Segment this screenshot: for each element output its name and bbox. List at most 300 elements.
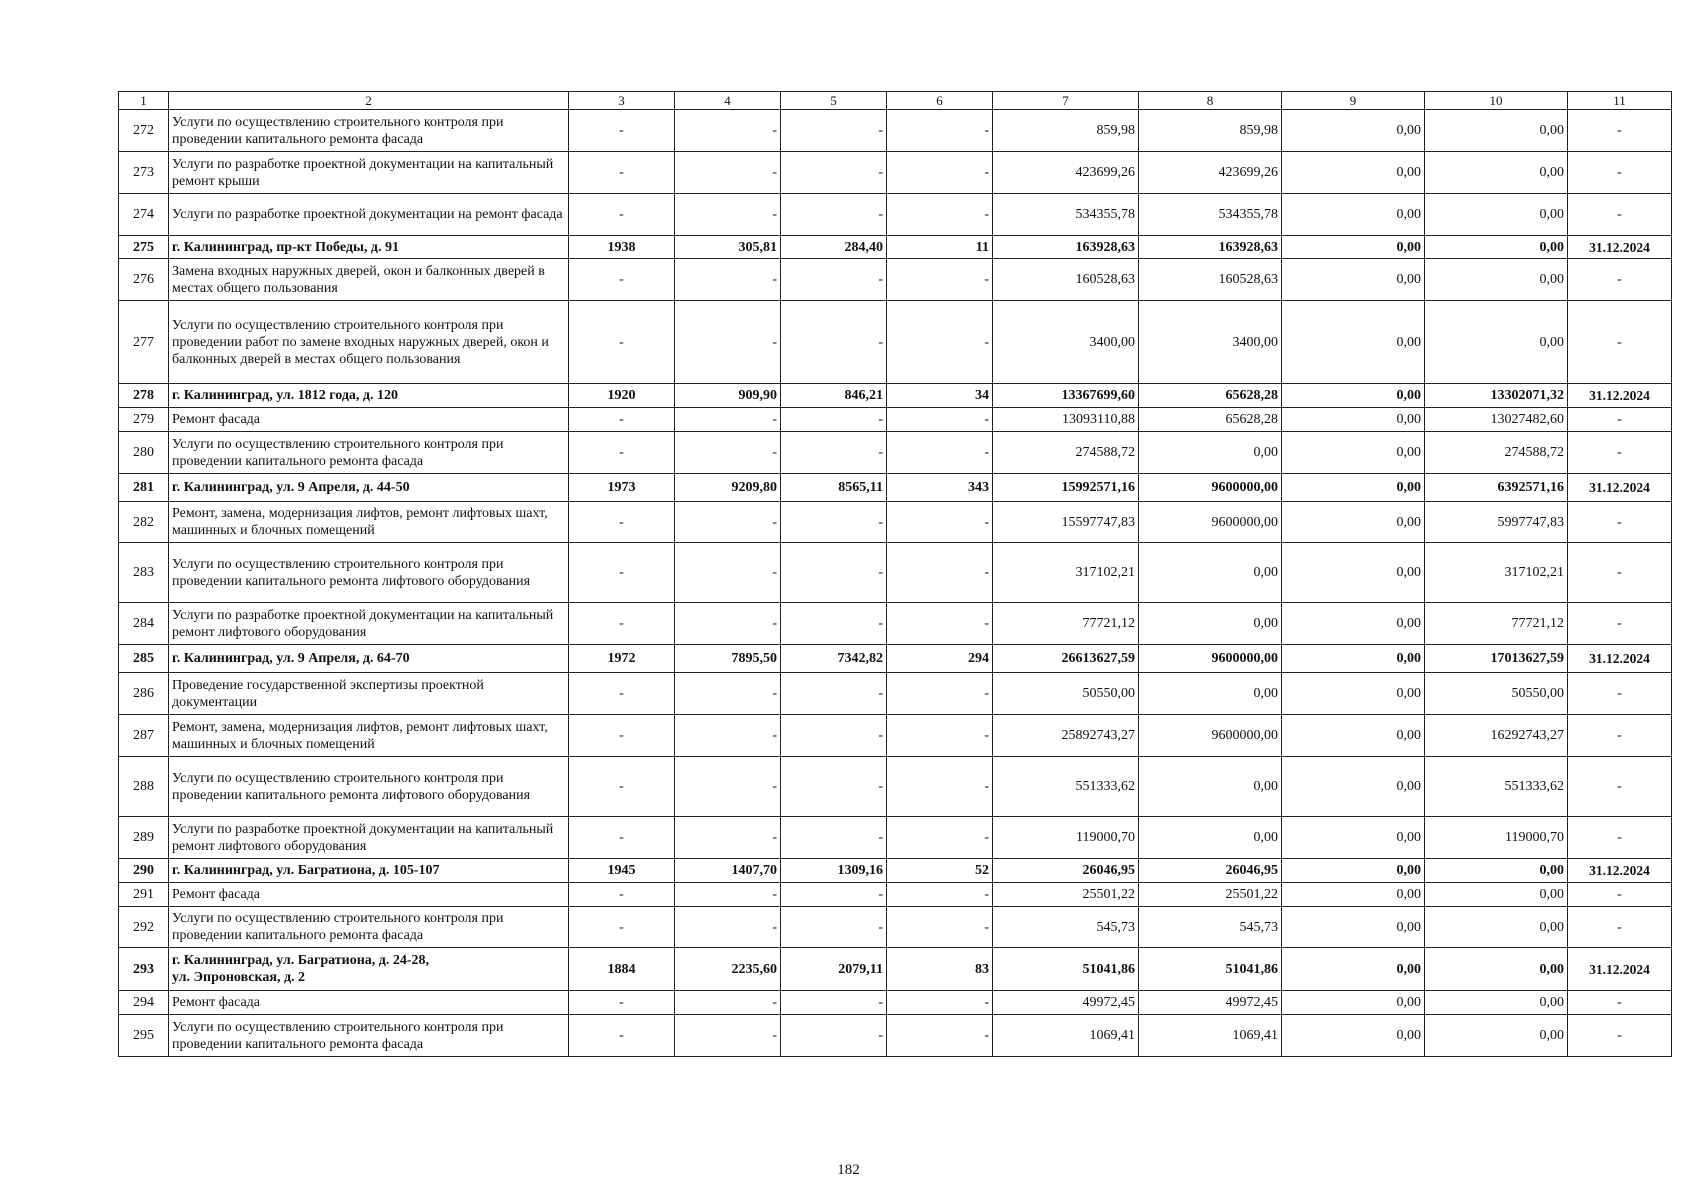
value-cell-9: 0,00 (1282, 715, 1425, 757)
value-cell-7: 423699,26 (993, 152, 1139, 194)
row-number-cell: 294 (119, 991, 169, 1015)
row-number-cell: 288 (119, 757, 169, 817)
value-cell-8: 0,00 (1139, 543, 1282, 603)
value-cell-5: - (781, 603, 887, 645)
value-cell-10: 17013627,59 (1425, 645, 1568, 673)
value-cell-3: 1938 (569, 236, 675, 259)
value-cell-3: - (569, 883, 675, 907)
value-cell-3: - (569, 543, 675, 603)
value-cell-7: 13093110,88 (993, 408, 1139, 432)
value-cell-10: 0,00 (1425, 236, 1568, 259)
value-cell-10: 0,00 (1425, 948, 1568, 991)
value-cell-7: 25892743,27 (993, 715, 1139, 757)
value-cell-9: 0,00 (1282, 907, 1425, 948)
value-cell-10: 16292743,27 (1425, 715, 1568, 757)
value-cell-7: 26613627,59 (993, 645, 1139, 673)
work-item-row (119, 408, 1672, 432)
value-cell-8: 25501,22 (1139, 883, 1282, 907)
value-cell-11: - (1568, 817, 1672, 859)
value-cell-6: - (887, 715, 993, 757)
row-number-cell: 281 (119, 474, 169, 502)
value-cell-9: 0,00 (1282, 432, 1425, 474)
value-cell-3: - (569, 603, 675, 645)
value-cell-7: 25501,22 (993, 883, 1139, 907)
row-number-cell: 293 (119, 948, 169, 991)
description-cell: Услуги по осуществлению строительного контроля при проведении капитального ремонта фасада (169, 907, 569, 948)
value-cell-3: - (569, 1015, 675, 1057)
value-cell-5: - (781, 673, 887, 715)
value-cell-9: 0,00 (1282, 543, 1425, 603)
header-cell-2: 2 (169, 92, 569, 110)
value-cell-10: 0,00 (1425, 883, 1568, 907)
value-cell-3: - (569, 152, 675, 194)
value-cell-9: 0,00 (1282, 883, 1425, 907)
value-cell-11: - (1568, 259, 1672, 301)
value-cell-6: - (887, 110, 993, 152)
value-cell-7: 26046,95 (993, 859, 1139, 883)
value-cell-11: 31.12.2024 (1568, 948, 1672, 991)
value-cell-10: 551333,62 (1425, 757, 1568, 817)
row-number-cell: 289 (119, 817, 169, 859)
value-cell-3: - (569, 259, 675, 301)
value-cell-8: 0,00 (1139, 432, 1282, 474)
value-cell-9: 0,00 (1282, 384, 1425, 408)
header-cell-3: 3 (569, 92, 675, 110)
value-cell-10: 13302071,32 (1425, 384, 1568, 408)
value-cell-7: 51041,86 (993, 948, 1139, 991)
value-cell-9: 0,00 (1282, 301, 1425, 384)
value-cell-8: 545,73 (1139, 907, 1282, 948)
value-cell-10: 0,00 (1425, 1015, 1568, 1057)
work-item-row (119, 502, 1672, 543)
value-cell-3: 1973 (569, 474, 675, 502)
value-cell-11: 31.12.2024 (1568, 474, 1672, 502)
value-cell-7: 15597747,83 (993, 502, 1139, 543)
value-cell-9: 0,00 (1282, 948, 1425, 991)
row-number-cell: 276 (119, 259, 169, 301)
value-cell-8: 859,98 (1139, 110, 1282, 152)
value-cell-5: - (781, 757, 887, 817)
value-cell-7: 160528,63 (993, 259, 1139, 301)
value-cell-6: - (887, 432, 993, 474)
value-cell-3: 1920 (569, 384, 675, 408)
work-item-row (119, 817, 1672, 859)
value-cell-8: 534355,78 (1139, 194, 1282, 236)
value-cell-6: - (887, 502, 993, 543)
value-cell-10: 317102,21 (1425, 543, 1568, 603)
value-cell-10: 0,00 (1425, 301, 1568, 384)
value-cell-11: - (1568, 194, 1672, 236)
value-cell-9: 0,00 (1282, 502, 1425, 543)
description-cell: Услуги по осуществлению строительного контроля при проведении капитального ремонта фасада (169, 432, 569, 474)
value-cell-11: - (1568, 110, 1672, 152)
row-number-cell: 286 (119, 673, 169, 715)
value-cell-7: 163928,63 (993, 236, 1139, 259)
value-cell-9: 0,00 (1282, 152, 1425, 194)
value-cell-8: 160528,63 (1139, 259, 1282, 301)
value-cell-6: 343 (887, 474, 993, 502)
value-cell-7: 77721,12 (993, 603, 1139, 645)
value-cell-5: - (781, 543, 887, 603)
value-cell-11: - (1568, 883, 1672, 907)
description-cell: Проведение государственной экспертизы проектной документации (169, 673, 569, 715)
value-cell-9: 0,00 (1282, 194, 1425, 236)
value-cell-11: - (1568, 152, 1672, 194)
value-cell-4: - (675, 110, 781, 152)
header-cell-8: 8 (1139, 92, 1282, 110)
value-cell-6: 11 (887, 236, 993, 259)
value-cell-7: 13367699,60 (993, 384, 1139, 408)
value-cell-3: - (569, 194, 675, 236)
value-cell-6: - (887, 991, 993, 1015)
description-cell: Ремонт фасада (169, 408, 569, 432)
value-cell-10: 0,00 (1425, 259, 1568, 301)
value-cell-9: 0,00 (1282, 110, 1425, 152)
value-cell-3: - (569, 301, 675, 384)
value-cell-7: 317102,21 (993, 543, 1139, 603)
description-cell: Ремонт, замена, модернизация лифтов, ремонт лифтовых шахт, машинных и блочных помещений (169, 715, 569, 757)
value-cell-11: - (1568, 673, 1672, 715)
value-cell-3: - (569, 110, 675, 152)
address-row (119, 236, 1672, 259)
work-item-row (119, 194, 1672, 236)
work-item-row (119, 259, 1672, 301)
value-cell-7: 859,98 (993, 110, 1139, 152)
value-cell-7: 119000,70 (993, 817, 1139, 859)
value-cell-6: - (887, 817, 993, 859)
value-cell-8: 65628,28 (1139, 384, 1282, 408)
work-item-row (119, 883, 1672, 907)
value-cell-5: - (781, 502, 887, 543)
value-cell-6: - (887, 603, 993, 645)
work-item-row (119, 1015, 1672, 1057)
value-cell-10: 274588,72 (1425, 432, 1568, 474)
value-cell-3: 1972 (569, 645, 675, 673)
value-cell-9: 0,00 (1282, 645, 1425, 673)
value-cell-11: 31.12.2024 (1568, 236, 1672, 259)
value-cell-5: 8565,11 (781, 474, 887, 502)
value-cell-8: 26046,95 (1139, 859, 1282, 883)
value-cell-3: - (569, 502, 675, 543)
value-cell-6: - (887, 152, 993, 194)
value-cell-8: 9600000,00 (1139, 502, 1282, 543)
value-cell-7: 545,73 (993, 907, 1139, 948)
value-cell-5: - (781, 408, 887, 432)
value-cell-11: - (1568, 502, 1672, 543)
address-row (119, 645, 1672, 673)
value-cell-9: 0,00 (1282, 259, 1425, 301)
value-cell-6: 83 (887, 948, 993, 991)
description-cell: Услуги по разработке проектной документации на ремонт фасада (169, 194, 569, 236)
value-cell-8: 1069,41 (1139, 1015, 1282, 1057)
value-cell-3: - (569, 715, 675, 757)
header-cell-1: 1 (119, 92, 169, 110)
value-cell-3: 1884 (569, 948, 675, 991)
row-number-cell: 278 (119, 384, 169, 408)
value-cell-3: - (569, 432, 675, 474)
value-cell-4: - (675, 991, 781, 1015)
header-cell-4: 4 (675, 92, 781, 110)
row-number-cell: 273 (119, 152, 169, 194)
value-cell-7: 551333,62 (993, 757, 1139, 817)
value-cell-3: - (569, 408, 675, 432)
value-cell-7: 1069,41 (993, 1015, 1139, 1057)
value-cell-8: 65628,28 (1139, 408, 1282, 432)
value-cell-11: - (1568, 432, 1672, 474)
value-cell-9: 0,00 (1282, 991, 1425, 1015)
value-cell-5: - (781, 110, 887, 152)
description-cell: Услуги по осуществлению строительного контроля при проведении работ по замене входных наружных дверей, окон и балконных дверей в местах общего пользования (169, 301, 569, 384)
value-cell-10: 50550,00 (1425, 673, 1568, 715)
work-item-row (119, 152, 1672, 194)
row-number-cell: 295 (119, 1015, 169, 1057)
value-cell-5: - (781, 715, 887, 757)
value-cell-3: 1945 (569, 859, 675, 883)
description-cell: Услуги по осуществлению строительного контроля при проведении капитального ремонта лифтового оборудования (169, 543, 569, 603)
column-number-header (119, 92, 1672, 110)
value-cell-5: - (781, 152, 887, 194)
value-cell-10: 0,00 (1425, 907, 1568, 948)
value-cell-9: 0,00 (1282, 408, 1425, 432)
header-cell-10: 10 (1425, 92, 1568, 110)
value-cell-11: - (1568, 991, 1672, 1015)
value-cell-3: - (569, 673, 675, 715)
value-cell-10: 119000,70 (1425, 817, 1568, 859)
value-cell-4: 909,90 (675, 384, 781, 408)
description-cell: Услуги по разработке проектной документации на капитальный ремонт лифтового оборудования (169, 817, 569, 859)
value-cell-6: - (887, 883, 993, 907)
value-cell-4: - (675, 907, 781, 948)
value-cell-4: - (675, 408, 781, 432)
value-cell-8: 0,00 (1139, 673, 1282, 715)
value-cell-8: 9600000,00 (1139, 645, 1282, 673)
value-cell-6: - (887, 408, 993, 432)
header-cell-5: 5 (781, 92, 887, 110)
value-cell-4: - (675, 301, 781, 384)
value-cell-6: 52 (887, 859, 993, 883)
value-cell-11: - (1568, 907, 1672, 948)
description-cell: Услуги по осуществлению строительного контроля при проведении капитального ремонта фасада (169, 1015, 569, 1057)
work-item-row (119, 991, 1672, 1015)
value-cell-5: - (781, 1015, 887, 1057)
value-cell-6: - (887, 673, 993, 715)
description-cell: г. Калининград, ул. Багратиона, д. 105-107 (169, 859, 569, 883)
value-cell-3: - (569, 817, 675, 859)
description-cell: Ремонт фасада (169, 991, 569, 1015)
value-cell-6: - (887, 907, 993, 948)
repair-register-table (118, 91, 1672, 1057)
value-cell-9: 0,00 (1282, 1015, 1425, 1057)
value-cell-8: 9600000,00 (1139, 474, 1282, 502)
value-cell-11: - (1568, 543, 1672, 603)
value-cell-6: 34 (887, 384, 993, 408)
value-cell-9: 0,00 (1282, 673, 1425, 715)
work-item-row (119, 301, 1672, 384)
value-cell-4: - (675, 603, 781, 645)
value-cell-11: - (1568, 603, 1672, 645)
value-cell-4: - (675, 1015, 781, 1057)
row-number-cell: 274 (119, 194, 169, 236)
value-cell-10: 0,00 (1425, 110, 1568, 152)
header-cell-9: 9 (1282, 92, 1425, 110)
value-cell-8: 3400,00 (1139, 301, 1282, 384)
value-cell-6: - (887, 259, 993, 301)
value-cell-8: 0,00 (1139, 757, 1282, 817)
value-cell-9: 0,00 (1282, 859, 1425, 883)
value-cell-5: - (781, 301, 887, 384)
value-cell-4: - (675, 432, 781, 474)
value-cell-7: 534355,78 (993, 194, 1139, 236)
value-cell-4: - (675, 259, 781, 301)
description-cell: Ремонт фасада (169, 883, 569, 907)
value-cell-5: 7342,82 (781, 645, 887, 673)
value-cell-8: 0,00 (1139, 817, 1282, 859)
address-row (119, 948, 1672, 991)
value-cell-5: - (781, 817, 887, 859)
value-cell-5: 846,21 (781, 384, 887, 408)
value-cell-7: 49972,45 (993, 991, 1139, 1015)
row-number-cell: 275 (119, 236, 169, 259)
work-item-row (119, 603, 1672, 645)
description-cell: Услуги по разработке проектной документации на капитальный ремонт крыши (169, 152, 569, 194)
value-cell-11: - (1568, 1015, 1672, 1057)
value-cell-6: 294 (887, 645, 993, 673)
value-cell-5: - (781, 907, 887, 948)
description-cell: г. Калининград, ул. 9 Апреля, д. 44-50 (169, 474, 569, 502)
row-number-cell: 280 (119, 432, 169, 474)
work-item-row (119, 907, 1672, 948)
value-cell-5: 284,40 (781, 236, 887, 259)
row-number-cell: 284 (119, 603, 169, 645)
value-cell-5: - (781, 259, 887, 301)
description-cell: Замена входных наружных дверей, окон и балконных дверей в местах общего пользования (169, 259, 569, 301)
value-cell-8: 423699,26 (1139, 152, 1282, 194)
value-cell-4: 305,81 (675, 236, 781, 259)
work-item-row (119, 432, 1672, 474)
value-cell-4: 2235,60 (675, 948, 781, 991)
value-cell-5: - (781, 883, 887, 907)
description-cell: г. Калининград, пр-кт Победы, д. 91 (169, 236, 569, 259)
row-number-cell: 292 (119, 907, 169, 948)
row-number-cell: 277 (119, 301, 169, 384)
description-cell: г. Калининград, ул. 1812 года, д. 120 (169, 384, 569, 408)
value-cell-4: 9209,80 (675, 474, 781, 502)
value-cell-3: - (569, 991, 675, 1015)
header-cell-11: 11 (1568, 92, 1672, 110)
value-cell-11: 31.12.2024 (1568, 645, 1672, 673)
value-cell-9: 0,00 (1282, 757, 1425, 817)
value-cell-11: - (1568, 408, 1672, 432)
value-cell-8: 9600000,00 (1139, 715, 1282, 757)
description-cell: г. Калининград, ул. 9 Апреля, д. 64-70 (169, 645, 569, 673)
value-cell-10: 77721,12 (1425, 603, 1568, 645)
value-cell-10: 13027482,60 (1425, 408, 1568, 432)
value-cell-10: 6392571,16 (1425, 474, 1568, 502)
row-number-cell: 272 (119, 110, 169, 152)
value-cell-11: - (1568, 757, 1672, 817)
address-row (119, 859, 1672, 883)
address-row (119, 384, 1672, 408)
row-number-cell: 283 (119, 543, 169, 603)
value-cell-8: 51041,86 (1139, 948, 1282, 991)
value-cell-6: - (887, 194, 993, 236)
table-body (119, 92, 1672, 1057)
value-cell-4: - (675, 673, 781, 715)
value-cell-4: - (675, 194, 781, 236)
value-cell-11: 31.12.2024 (1568, 384, 1672, 408)
header-cell-7: 7 (993, 92, 1139, 110)
value-cell-10: 0,00 (1425, 194, 1568, 236)
value-cell-8: 49972,45 (1139, 991, 1282, 1015)
value-cell-4: - (675, 757, 781, 817)
row-number-cell: 291 (119, 883, 169, 907)
value-cell-4: - (675, 817, 781, 859)
value-cell-7: 3400,00 (993, 301, 1139, 384)
value-cell-6: - (887, 757, 993, 817)
value-cell-10: 0,00 (1425, 859, 1568, 883)
value-cell-6: - (887, 1015, 993, 1057)
value-cell-9: 0,00 (1282, 474, 1425, 502)
value-cell-5: - (781, 432, 887, 474)
description-cell: Услуги по осуществлению строительного контроля при проведении капитального ремонта фасада (169, 110, 569, 152)
value-cell-4: - (675, 883, 781, 907)
value-cell-5: - (781, 991, 887, 1015)
row-number-cell: 287 (119, 715, 169, 757)
address-row (119, 474, 1672, 502)
description-cell: Услуги по осуществлению строительного контроля при проведении капитального ремонта лифтового оборудования (169, 757, 569, 817)
value-cell-7: 274588,72 (993, 432, 1139, 474)
value-cell-11: - (1568, 715, 1672, 757)
header-cell-6: 6 (887, 92, 993, 110)
work-item-row (119, 757, 1672, 817)
value-cell-8: 163928,63 (1139, 236, 1282, 259)
work-item-row (119, 715, 1672, 757)
value-cell-4: - (675, 152, 781, 194)
value-cell-9: 0,00 (1282, 817, 1425, 859)
value-cell-7: 50550,00 (993, 673, 1139, 715)
register-sheet (118, 91, 1660, 1057)
work-item-row (119, 543, 1672, 603)
value-cell-9: 0,00 (1282, 236, 1425, 259)
value-cell-4: - (675, 715, 781, 757)
description-cell: г. Калининград, ул. Багратиона, д. 24-28, ул. Эпроновская, д. 2 (169, 948, 569, 991)
row-number-cell: 290 (119, 859, 169, 883)
row-number-cell: 285 (119, 645, 169, 673)
page-number: 182 (837, 1162, 860, 1178)
value-cell-10: 0,00 (1425, 991, 1568, 1015)
value-cell-3: - (569, 757, 675, 817)
value-cell-11: 31.12.2024 (1568, 859, 1672, 883)
value-cell-10: 5997747,83 (1425, 502, 1568, 543)
value-cell-3: - (569, 907, 675, 948)
value-cell-11: - (1568, 301, 1672, 384)
value-cell-10: 0,00 (1425, 152, 1568, 194)
value-cell-5: 2079,11 (781, 948, 887, 991)
value-cell-4: 7895,50 (675, 645, 781, 673)
value-cell-5: - (781, 194, 887, 236)
value-cell-7: 15992571,16 (993, 474, 1139, 502)
value-cell-6: - (887, 543, 993, 603)
row-number-cell: 279 (119, 408, 169, 432)
row-number-cell: 282 (119, 502, 169, 543)
value-cell-6: - (887, 301, 993, 384)
work-item-row (119, 673, 1672, 715)
value-cell-4: 1407,70 (675, 859, 781, 883)
description-cell: Услуги по разработке проектной документации на капитальный ремонт лифтового оборудования (169, 603, 569, 645)
value-cell-4: - (675, 502, 781, 543)
value-cell-9: 0,00 (1282, 603, 1425, 645)
work-item-row (119, 110, 1672, 152)
